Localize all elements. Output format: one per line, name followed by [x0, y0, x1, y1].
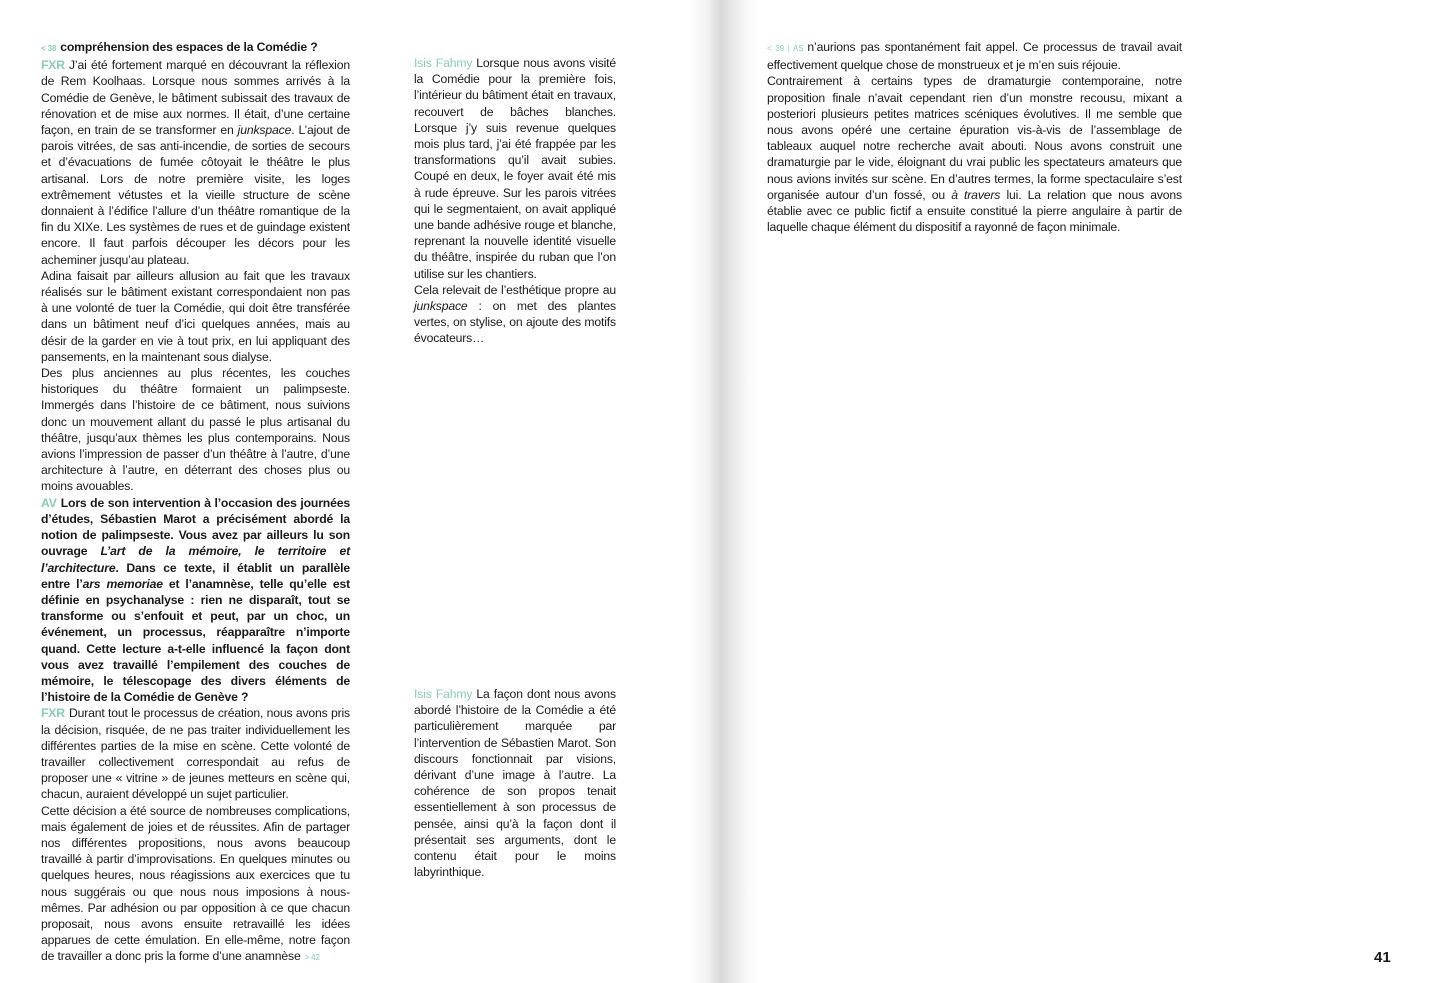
paragraph [767, 73, 1182, 235]
left-page-main-column [41, 39, 350, 967]
text-run: Contrairement à certains types de dramaturgie contemporaine, notre proposition finale n’avait cependant rien d’un monstre recousu, mixant a posteriori plusieurs petites matrices scéniques évolutives. Il me semble que nous avons opéré une certaine épuration vis-à-vis de l’assemblage de tableaux auquel notre recherche avait abouti. Nous avons construit une dramaturgie par le vide, éloignant du vrai public les spectateurs amateurs que nous avions invités sur scène. En d’autres termes, la forme spectaculaire s’est organisée autour d’un fossé, ou [767, 74, 1182, 202]
speaker-label: Isis Fahmy [414, 56, 473, 70]
left-page-side-note-1 [414, 55, 616, 347]
text-run: Durant tout le processus de création, nous avons pris la décision, risquée, de ne pas traiter individuellement les différentes parties de la mise en scène. Cette volonté de travailler collectivement correspondait au refus de proposer une « vitrine » de jeunes metteurs en scène qui, chacun, auraient développé un sujet particulier. [41, 706, 350, 802]
question-paragraph [41, 495, 350, 706]
paragraph [41, 268, 350, 365]
italic-text-run: à travers [951, 187, 1001, 202]
text-run: lui. La relation que nous avons établie avec ce public fictif a ensuite constitué la pierre angulaire à partir de laquelle chaque élément du dispositif a rayonné de façon minimale. [767, 187, 1182, 235]
paragraph [41, 57, 350, 268]
paragraph [41, 803, 350, 967]
text-run: Lorsque nous avons visité la Comédie pour la première fois, l’intérieur du bâtiment était en travaux, recouvert de bâches blanches. Lorsque j’y suis revenue quelques mois plus tard, j’ai été frappée par les transformations qu’il avait subies. Coupé en deux, le foyer avait été mis à rude épreuve. Sur les parois vitrées qui le segmentaient, on avait appliqué une bande adhésive rouge et blanche, reprenant la nouvelle identité visuelle du théâtre, inspirée du ruban que l’on utilise sur les chantiers. [414, 56, 617, 281]
speaker-label: FXR [41, 706, 65, 721]
question-paragraph [41, 39, 350, 57]
paragraph [41, 705, 350, 802]
text-run: Cette décision a été source de nombreuses complications, mais également de joies et de réussites. Afin de partager nos différentes propositions, nous avons beaucoup travaillé à partir d’improvisations. En quelques minutes ou quelques heures, nous réagissions aux exercices que tu nous suggérais ou que nous nous imposions à nous-mêmes. Par adhésion ou par opposition à ce que chacun proposait, nous avons ensuite retravaillé les idées apparues de cette émulation. En elle-même, notre façon de travailler a donc pris la forme d’une anamnèse [41, 803, 350, 964]
speaker-label: Isis Fahmy [414, 687, 473, 701]
text-run: La façon dont nous avons abordé l’histoire de la Comédie a été particulièrement marquée par l’intervention de Sébastien Marot. Son discours fonctionnait par visions, dérivant d’une image à l’autre. La cohérence de son propos tenait essentiellement à son processus de pensée, ainsi qu’à la façon dont il présentait ses arguments, dont le contenu était pour le moins labyrinthique. [414, 687, 616, 880]
cross-reference: > 42 [304, 953, 320, 963]
italic-text-run: junkspace [237, 123, 292, 138]
text-run: Adina faisait par ailleurs allusion au fait que les travaux réalisés sur le bâtiment existant correspondaient non pas à une volonté de tuer la Comédie, qui doit être transférée dans un bâtiment neuf d’ici quelques années, mais au désir de la garder en vie à tout prix, en lui appliquant des pansements, en la maintenant sous dialyse. [41, 268, 350, 364]
paragraph [414, 282, 616, 347]
italic-text-run: L’art de la mémoire, le territoire et l’architecture [41, 544, 350, 575]
text-run: . Dans ce texte, il établit un parallèle entre l’ [41, 560, 350, 591]
speaker-label: AV [41, 495, 57, 510]
text-run: n’aurions pas spontanément fait appel. Ce processus de travail avait effectivement quelque chose de monstrueux et je m’en suis réjouie. [767, 40, 1182, 73]
paragraph [41, 365, 350, 495]
italic-text-run: ars memoriae [82, 576, 163, 591]
right-page-main-column [767, 39, 1182, 235]
italic-text-run: junkspace [414, 299, 468, 314]
text-run: . L’ajout de parois vitrées, de sas anti-incendie, de sorties de secours et d’évacuations de fumée côtoyait le théâtre le plus artisanal. Lors de notre première visite, les loges extrêmement vétustes et la vieille structure de scène donnaient à l’édifice l’allure d’un théâtre romantique de la fin du XIXe. Les systèmes de rues et de guindage existent encore. Il faut parfois découper les décors pour les acheminer jusqu’au plateau. [41, 123, 351, 267]
page-number: 41 [1374, 949, 1391, 966]
paragraph [767, 39, 1182, 73]
text-run: compréhension des espaces de la Comédie ? [60, 40, 318, 54]
text-run: Cela relevait de l’esthétique propre au [414, 282, 616, 297]
text-run: et l’anamnèse, telle qu’elle est définie en psychanalyse : rien ne disparaît, tout se transforme ou s’enfouit et peut, par un choc, un événement, un processus, réapparaître n’importe quand. Cette lecture a-t-elle influencé la façon dont vous avez travaillé l’empilement des couches de mémoire, le télescopage des divers éléments de l’histoire de la Comédie de Genève ? [41, 576, 350, 705]
text-run: Lors de son intervention à l’occasion des journées d’études, Sébastien Marot a précisément abordé la notion de palimpseste. Vous avez par ailleurs lu son ouvrage [41, 495, 350, 559]
text-run: : on met des plantes vertes, on stylise, on ajoute des motifs évocateurs… [414, 299, 616, 346]
cross-reference: < 39 | AS [767, 44, 804, 53]
book-gutter-shadow [690, 0, 760, 983]
cross-reference: < 38 [41, 44, 57, 53]
text-run: Des plus anciennes au plus récentes, les couches historiques du théâtre formaient un palimpseste. Immergés dans l’histoire de ce bâtiment, nous suivions donc un mouvement allant du passé le plus artisanal du théâtre, jusqu’aux thèmes les plus contemporains. Nous avions l’impression de passer d’un théâtre à l’autre, d’une architecture à l’autre, en déterrant des choses plus ou moins avouables. [41, 366, 350, 494]
text-run: J’ai été fortement marqué en découvrant la réflexion de Rem Koolhaas. Lorsque nous sommes arrivés à la Comédie de Genève, le bâtiment subissait des travaux de rénovation et de mise aux normes. Il était, d’une certaine façon, en train de se transformer en [41, 58, 350, 138]
paragraph [414, 686, 616, 880]
paragraph [414, 55, 616, 282]
left-page-side-note-2 [414, 686, 616, 880]
speaker-label: FXR [41, 58, 65, 73]
